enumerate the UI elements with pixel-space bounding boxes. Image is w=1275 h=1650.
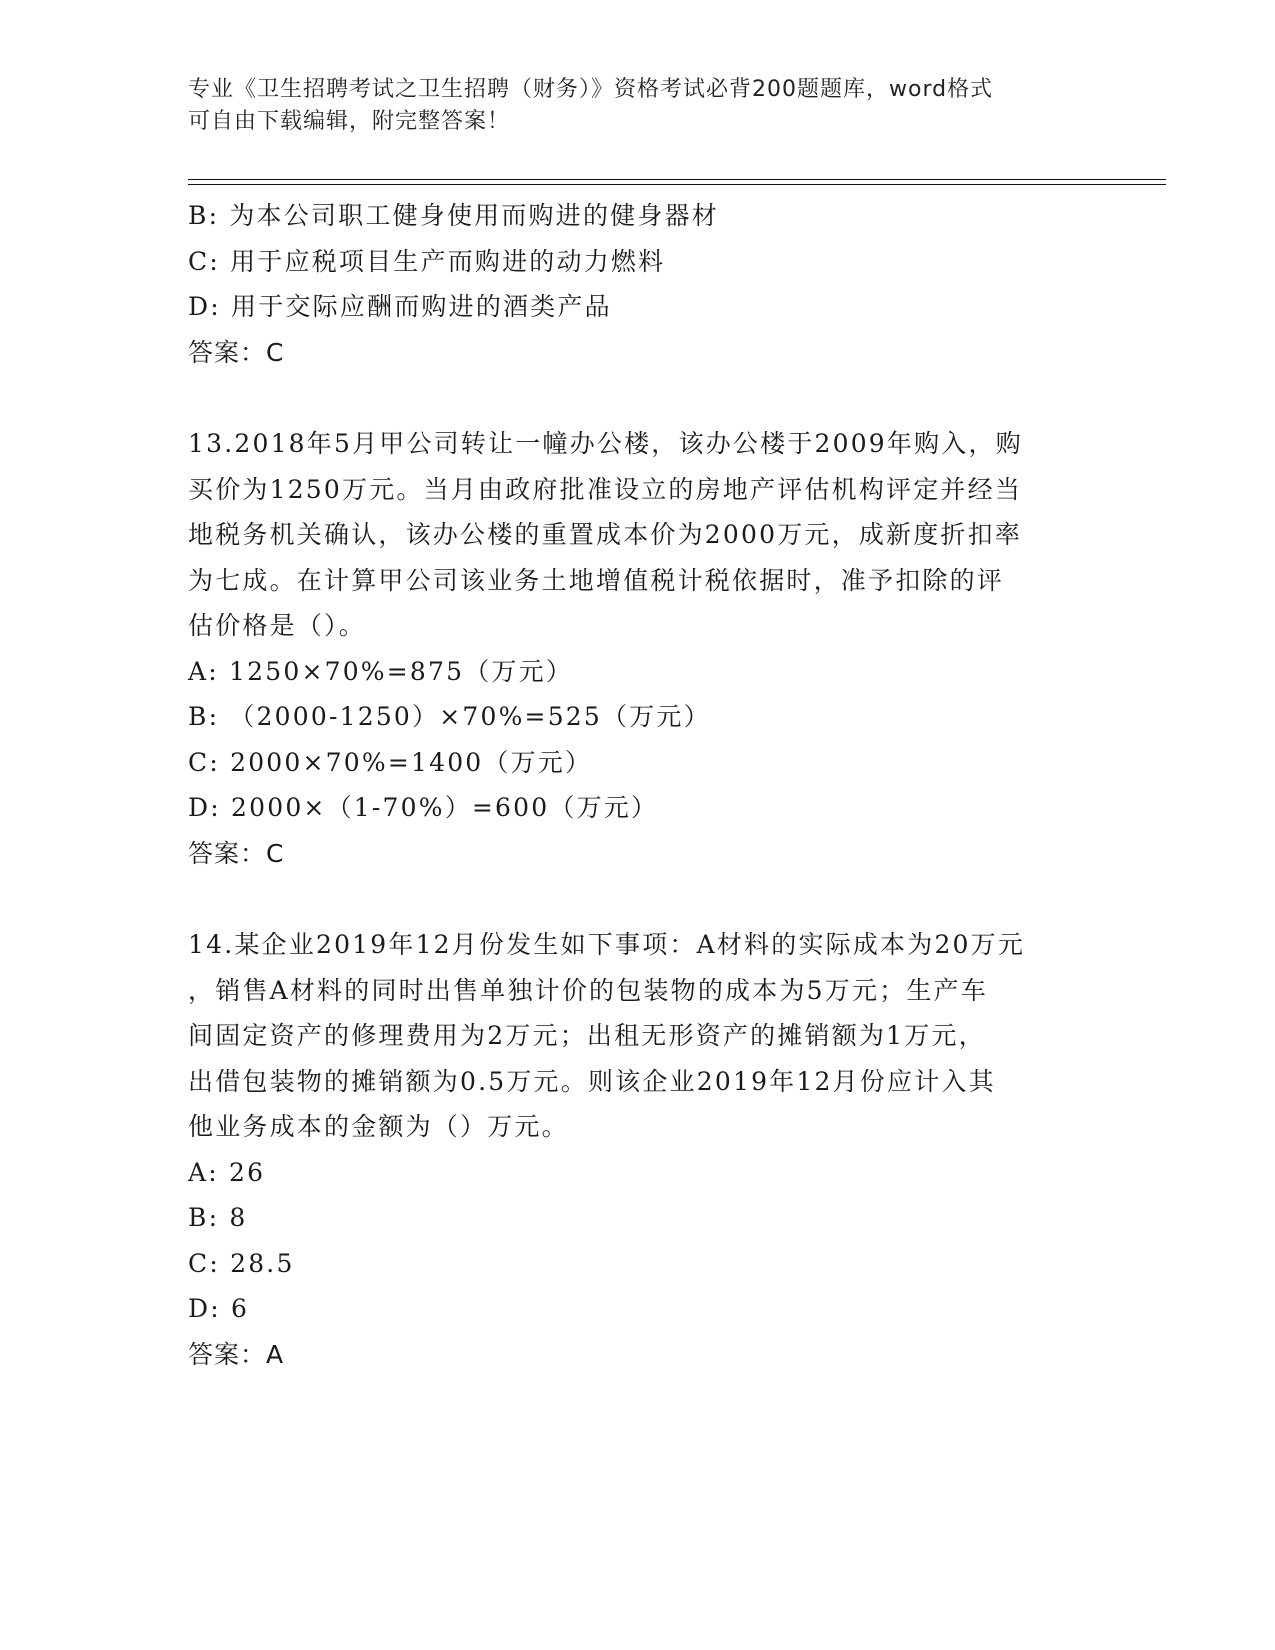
option-b: B: 8	[188, 1203, 248, 1232]
question-stem-line: 出借包装物的摊销额为0.5万元。则该企业2019年12月份应计入其	[188, 1066, 996, 1096]
option-c: C: 用于应税项目生产而购进的动力燃料	[188, 246, 666, 276]
answer: 答案：C	[188, 337, 285, 367]
question-stem-line: 间固定资产的修理费用为2万元；出租无形资产的摊销额为1万元，	[188, 1021, 986, 1050]
question-stem-line: 为七成。在计算甲公司该业务土地增值税计税依据时，准予扣除的评	[188, 565, 1005, 595]
question-12	[188, 193, 1088, 375]
question-14	[188, 922, 1088, 1377]
question-stem-line: 估价格是（）。	[188, 611, 366, 640]
spacer	[188, 876, 1088, 922]
page-header	[188, 74, 1088, 138]
option-c: C: 28.5	[188, 1248, 295, 1278]
option-d: D: 用于交际应酬而购进的酒类产品	[188, 292, 612, 321]
option-d: D: 2000×（1-70%）=600（万元）	[188, 793, 659, 822]
question-stem-line: ，销售A材料的同时出售单独计价的包装物的成本为5万元；生产车	[188, 975, 988, 1005]
option-c: C: 2000×70%=1400（万元）	[188, 747, 593, 777]
answer: 答案：A	[188, 1339, 285, 1369]
question-content	[188, 193, 1088, 1377]
question-stem-line: 地税务机关确认，该办公楼的重置成本价为2000万元，成新度折扣率	[188, 520, 1023, 549]
option-b: B: 为本公司职工健身使用而购进的健身器材	[188, 201, 719, 230]
question-stem-line: 13.2018年5月甲公司转让一幢办公楼，该办公楼于2009年购入，购	[188, 429, 1023, 458]
question-stem-line: 他业务成本的金额为（）万元。	[188, 1112, 569, 1141]
option-a: A: 1250×70%=875（万元）	[188, 656, 574, 686]
answer: 答案：C	[188, 838, 285, 868]
header-line-1: 专业《卫生招聘考试之卫生招聘（财务）》资格考试必背200题题库，word格式	[188, 77, 994, 102]
question-stem-line: 14.某企业2019年12月份发生如下事项：A材料的实际成本为20万元	[188, 930, 1026, 959]
option-d: D: 6	[188, 1294, 250, 1323]
header-line-2: 可自由下载编辑，附完整答案！	[188, 109, 511, 134]
question-stem-line: 买价为1250万元。当月由政府批准设立的房地产评估机构评定并经当	[188, 474, 1023, 504]
question-13	[188, 421, 1088, 876]
header-rule-top	[188, 179, 1166, 180]
option-a: A: 26	[188, 1157, 266, 1187]
header-rule-bottom	[188, 184, 1166, 185]
spacer	[188, 375, 1088, 421]
option-b: B: （2000-1250）×70%=525（万元）	[188, 702, 711, 731]
